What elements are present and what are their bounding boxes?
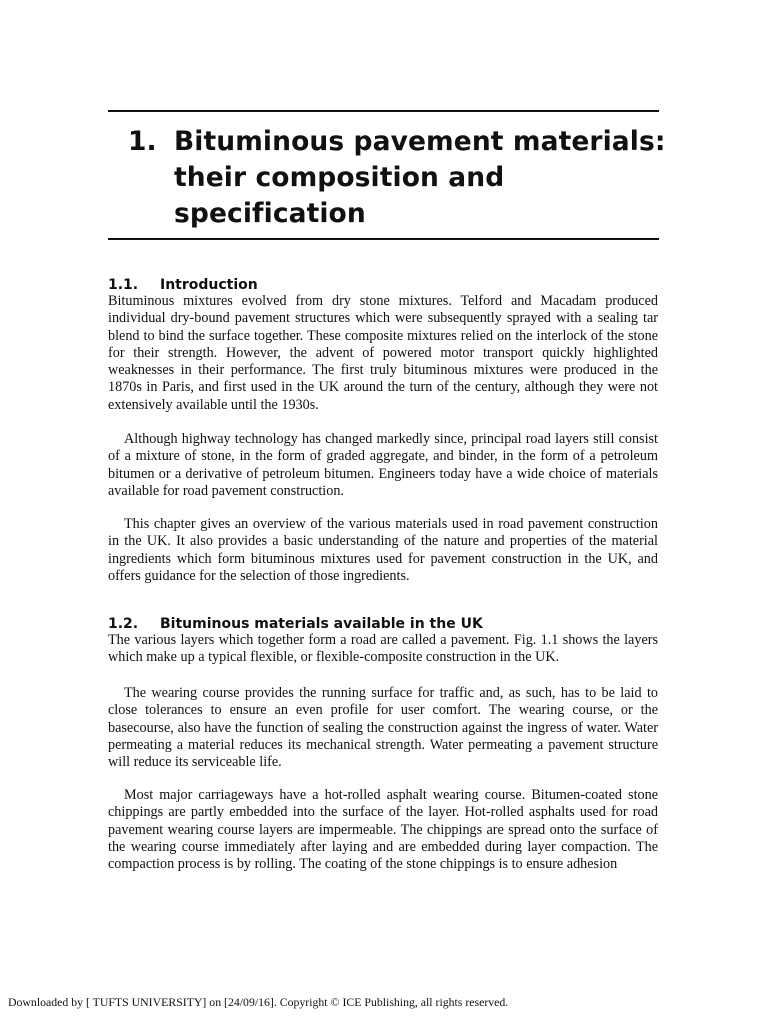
chapter-title-line-1: 1. Bituminous pavement materials: [108, 124, 668, 160]
title-bottom-rule [108, 238, 659, 240]
title-top-rule [108, 110, 659, 112]
chapter-title-line-2: their composition and [174, 162, 505, 193]
section-number: 1.2. [108, 616, 139, 632]
paragraph: Most major carriageways have a hot-rolled asphalt wearing course. Bitumen-coated stone chippings are partly embedded into the surface of the layer. Hot-rolled asphalts used for road pavement wearing course layers are impermeable. The chippings are spread onto the surface of the wearing course immediately after laying and are embedded during layer compaction. The compaction process is by rolling. The coating of the stone chippings is to ensure adhesion [108, 787, 658, 873]
download-footer: Downloaded by [ TUFTS UNIVERSITY] on [24/09/16]. Copyright © ICE Publishing, all rights reserved. [8, 995, 509, 1009]
paragraph: The various layers which together form a road are called a pavement. Fig. 1.1 shows the layers which make up a typical flexible, or flexible-composite construction in the UK. [108, 632, 658, 666]
section-title: Introduction [160, 277, 258, 293]
section-heading-introduction [108, 277, 258, 294]
paragraph: The wearing course provides the running surface for traffic and, as such, has to be laid to close tolerances to ensure an even profile for user comfort. The wearing course, or the basecourse, also have the function of sealing the construction against the ingress of water. Water permeating a material reduces its mechanical strength. Water permeating a pavement structure will reduce its serviceable life. [108, 685, 658, 771]
paragraph: This chapter gives an overview of the various materials used in road pavement construction in the UK. It also provides a basic understanding of the nature and properties of the material ingredients which form bituminous mixtures used for pavement construction in the UK, and offers guidance for the selection of those ingredients. [108, 516, 658, 584]
chapter-title [108, 124, 668, 232]
paragraph: Although highway technology has changed markedly since, principal road layers still consist of a mixture of stone, in the form of graded aggregate, and binder, in the form of a petroleum bitumen or a derivative of petroleum bitumen. Engineers today have a wide choice of materials available for road pavement construction. [108, 431, 658, 499]
section-heading-materials [108, 616, 483, 633]
chapter-title-line-3: specification [174, 198, 366, 229]
paragraph: Bituminous mixtures evolved from dry stone mixtures. Telford and Macadam produced individual dry-bound pavement structures which were subsequently sprayed with a sealing tar blend to bind the surface together. These composite mixtures relied on the interlock of the stone for their strength. However, the advent of powered motor transport quickly highlighted weaknesses in their performance. The first truly bituminous mixtures were produced in the 1870s in Paris, and first used in the UK around the turn of the century, although they were not extensively available until the 1930s. [108, 293, 658, 413]
section-number: 1.1. [108, 277, 139, 293]
chapter-number: 1. [128, 126, 157, 157]
section-title: Bituminous materials available in the UK [160, 616, 483, 632]
